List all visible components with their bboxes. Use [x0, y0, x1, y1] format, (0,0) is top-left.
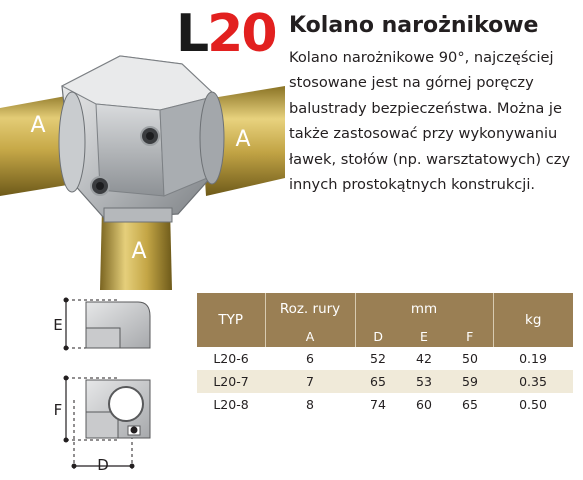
description-line: ławek, stołów (np. warsztatowych) czy	[289, 150, 571, 168]
description-line: innych prostokątnych konstrukcji.	[289, 176, 536, 194]
subheader-f: F	[447, 325, 493, 347]
table-row	[197, 370, 573, 393]
cell-f: 59	[447, 370, 493, 393]
header-kg: kg	[493, 293, 573, 347]
description-line: Kolano narożnikowe 90°, najczęściej	[289, 49, 554, 66]
cell-typ: L20-7	[197, 370, 265, 393]
cell-e: 53	[401, 370, 447, 393]
drawing-label-f: F	[53, 401, 63, 419]
subheader-d: D	[355, 325, 401, 347]
description-line: stosowane jest na górnej poręczy	[289, 74, 534, 92]
cell-kg: 0.50	[519, 397, 547, 412]
product-code-number: 20	[207, 4, 276, 64]
cell-d: 74	[370, 397, 386, 412]
pipe-label-bottom: A	[131, 239, 147, 264]
product-code	[176, 4, 276, 64]
cell-kg: 0.35	[493, 370, 573, 393]
cell-e: 42	[416, 351, 432, 366]
header-typ: TYP	[197, 293, 265, 347]
header-mm: mm	[355, 293, 493, 325]
cell-d: 65	[355, 370, 401, 393]
technical-drawing	[0, 290, 190, 480]
cell-a: 8	[306, 397, 314, 412]
cell-a: 6	[306, 351, 314, 366]
pipe-label-right: A	[235, 127, 251, 152]
cell-e: 60	[416, 397, 432, 412]
cell-typ: L20-8	[213, 397, 249, 412]
cell-a: 7	[265, 370, 355, 393]
table-row	[197, 347, 573, 370]
product-code-letter: L	[176, 4, 208, 64]
product-title: Kolano narożnikowe	[289, 13, 539, 38]
subheader-a: A	[265, 325, 355, 347]
cell-d: 52	[370, 351, 386, 366]
table-row	[197, 393, 573, 416]
product-description	[289, 45, 581, 197]
cell-typ: L20-6	[213, 351, 249, 366]
cell-f: 65	[462, 397, 478, 412]
description-line: także zastosować przy wykonywaniu	[289, 125, 558, 143]
drawing-label-e: E	[53, 316, 63, 334]
cell-f: 50	[462, 351, 478, 366]
subheader-e: E	[401, 325, 447, 347]
cell-kg: 0.19	[519, 351, 547, 366]
pipe-label-left: A	[30, 113, 46, 138]
header-roz-rury: Roz. rury	[265, 293, 355, 325]
spec-table	[197, 293, 573, 416]
description-line: balustrady bezpieczeństwa. Można je	[289, 99, 562, 117]
drawing-label-d: D	[97, 456, 109, 474]
